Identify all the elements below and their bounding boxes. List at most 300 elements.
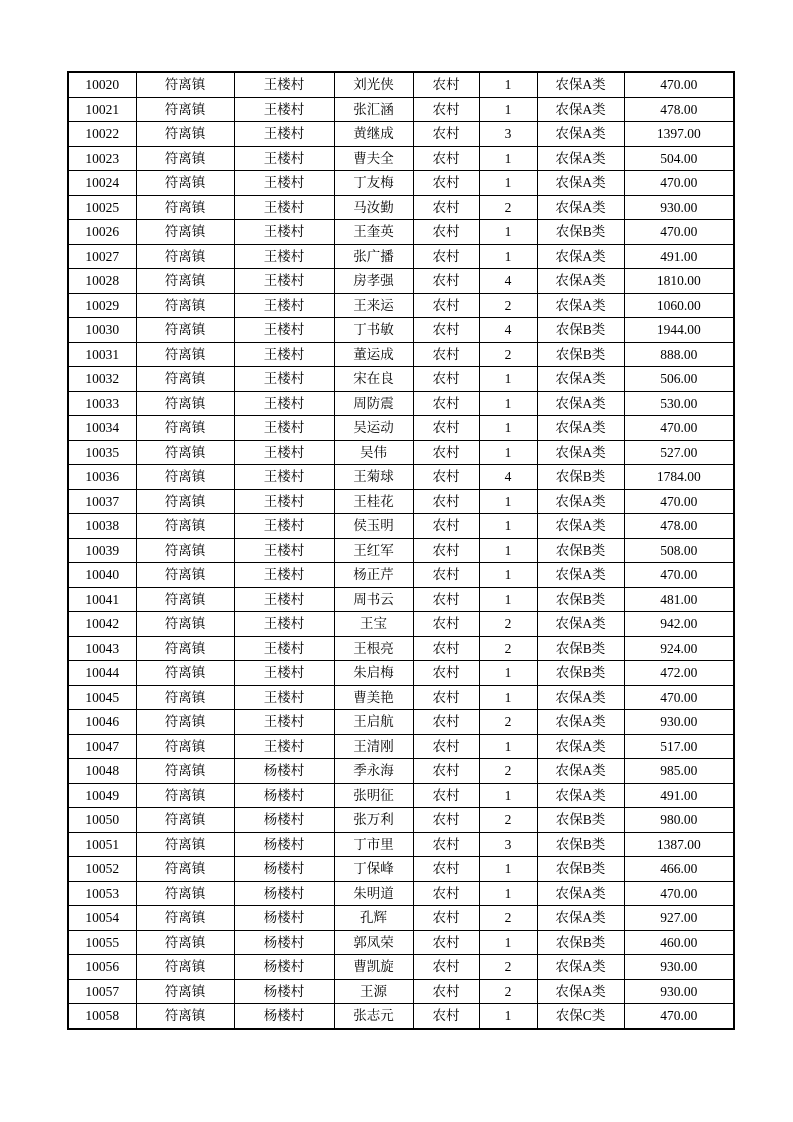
table-cell-village: 王楼村 [234, 269, 334, 294]
table-cell-amount: 470.00 [624, 685, 734, 710]
table-cell-insurance-category: 农保A类 [537, 367, 624, 392]
table-cell-person-count: 1 [479, 881, 537, 906]
table-cell-record-id: 10028 [68, 269, 136, 294]
table-row [68, 122, 734, 147]
table-cell-person-count: 2 [479, 342, 537, 367]
table-cell-amount: 478.00 [624, 514, 734, 539]
table-row [68, 440, 734, 465]
table-row [68, 587, 734, 612]
table-cell-person-name: 曹夫全 [334, 146, 413, 171]
table-cell-residence-type: 农村 [413, 710, 479, 735]
table-cell-record-id: 10021 [68, 97, 136, 122]
table-cell-residence-type: 农村 [413, 685, 479, 710]
table-cell-village: 杨楼村 [234, 906, 334, 931]
table-cell-person-count: 1 [479, 587, 537, 612]
table-cell-person-name: 杨正芹 [334, 563, 413, 588]
table-cell-record-id: 10031 [68, 342, 136, 367]
table-cell-person-count: 1 [479, 930, 537, 955]
table-cell-residence-type: 农村 [413, 97, 479, 122]
table-row [68, 538, 734, 563]
table-row [68, 146, 734, 171]
table-cell-person-count: 1 [479, 367, 537, 392]
table-row [68, 955, 734, 980]
table-cell-record-id: 10042 [68, 612, 136, 637]
table-cell-town: 符离镇 [136, 318, 234, 343]
table-cell-village: 杨楼村 [234, 881, 334, 906]
table-cell-village: 王楼村 [234, 391, 334, 416]
table-cell-town: 符离镇 [136, 832, 234, 857]
table-cell-town: 符离镇 [136, 220, 234, 245]
table-cell-insurance-category: 农保A类 [537, 734, 624, 759]
table-cell-town: 符离镇 [136, 72, 234, 97]
table-row [68, 563, 734, 588]
table-cell-village: 王楼村 [234, 293, 334, 318]
table-cell-record-id: 10033 [68, 391, 136, 416]
table-cell-person-name: 王清刚 [334, 734, 413, 759]
subsidy-table [67, 71, 735, 1030]
table-cell-record-id: 10047 [68, 734, 136, 759]
table-cell-residence-type: 农村 [413, 661, 479, 686]
table-cell-insurance-category: 农保B类 [537, 857, 624, 882]
table-cell-village: 王楼村 [234, 587, 334, 612]
table-row [68, 1004, 734, 1029]
table-cell-village: 王楼村 [234, 146, 334, 171]
table-cell-insurance-category: 农保A类 [537, 710, 624, 735]
table-cell-amount: 470.00 [624, 72, 734, 97]
table-cell-town: 符离镇 [136, 342, 234, 367]
table-cell-amount: 470.00 [624, 1004, 734, 1029]
table-cell-residence-type: 农村 [413, 440, 479, 465]
table-cell-town: 符离镇 [136, 587, 234, 612]
table-cell-residence-type: 农村 [413, 318, 479, 343]
table-cell-village: 杨楼村 [234, 783, 334, 808]
table-cell-insurance-category: 农保B类 [537, 538, 624, 563]
table-cell-person-count: 1 [479, 563, 537, 588]
table-cell-person-count: 4 [479, 465, 537, 490]
table-row [68, 636, 734, 661]
table-row [68, 612, 734, 637]
table-cell-town: 符离镇 [136, 881, 234, 906]
table-cell-insurance-category: 农保A类 [537, 979, 624, 1004]
table-cell-person-name: 丁友梅 [334, 171, 413, 196]
table-cell-residence-type: 农村 [413, 979, 479, 1004]
table-cell-town: 符离镇 [136, 293, 234, 318]
table-cell-person-name: 郭凤荣 [334, 930, 413, 955]
table-row [68, 293, 734, 318]
table-cell-record-id: 10041 [68, 587, 136, 612]
table-cell-village: 杨楼村 [234, 808, 334, 833]
table-cell-amount: 470.00 [624, 220, 734, 245]
table-cell-record-id: 10036 [68, 465, 136, 490]
table-cell-person-name: 张志元 [334, 1004, 413, 1029]
table-cell-person-name: 黄继成 [334, 122, 413, 147]
table-cell-person-name: 马汝勤 [334, 195, 413, 220]
table-cell-record-id: 10020 [68, 72, 136, 97]
table-cell-residence-type: 农村 [413, 930, 479, 955]
table-cell-insurance-category: 农保A类 [537, 955, 624, 980]
table-cell-person-name: 王宝 [334, 612, 413, 637]
table-cell-town: 符离镇 [136, 563, 234, 588]
table-row [68, 930, 734, 955]
table-row [68, 710, 734, 735]
table-cell-residence-type: 农村 [413, 195, 479, 220]
table-cell-village: 王楼村 [234, 514, 334, 539]
table-cell-person-count: 3 [479, 832, 537, 857]
table-cell-village: 王楼村 [234, 171, 334, 196]
table-cell-town: 符离镇 [136, 514, 234, 539]
table-cell-record-id: 10032 [68, 367, 136, 392]
table-cell-residence-type: 农村 [413, 783, 479, 808]
table-cell-village: 王楼村 [234, 416, 334, 441]
table-cell-town: 符离镇 [136, 930, 234, 955]
table-cell-amount: 927.00 [624, 906, 734, 931]
table-cell-person-count: 1 [479, 734, 537, 759]
table-cell-residence-type: 农村 [413, 465, 479, 490]
table-cell-village: 王楼村 [234, 342, 334, 367]
table-cell-person-count: 1 [479, 440, 537, 465]
table-cell-insurance-category: 农保A类 [537, 881, 624, 906]
table-cell-amount: 478.00 [624, 97, 734, 122]
table-cell-insurance-category: 农保A类 [537, 612, 624, 637]
table-cell-insurance-category: 农保B类 [537, 587, 624, 612]
table-cell-village: 王楼村 [234, 636, 334, 661]
table-cell-residence-type: 农村 [413, 1004, 479, 1029]
table-cell-record-id: 10027 [68, 244, 136, 269]
table-cell-town: 符离镇 [136, 955, 234, 980]
table-cell-town: 符离镇 [136, 391, 234, 416]
table-row [68, 759, 734, 784]
table-cell-record-id: 10034 [68, 416, 136, 441]
table-cell-record-id: 10057 [68, 979, 136, 1004]
table-cell-amount: 930.00 [624, 955, 734, 980]
table-cell-insurance-category: 农保A类 [537, 685, 624, 710]
table-cell-record-id: 10024 [68, 171, 136, 196]
table-cell-residence-type: 农村 [413, 220, 479, 245]
table-cell-record-id: 10050 [68, 808, 136, 833]
table-cell-insurance-category: 农保A类 [537, 293, 624, 318]
table-row [68, 906, 734, 931]
table-row [68, 391, 734, 416]
table-cell-insurance-category: 农保C类 [537, 1004, 624, 1029]
table-cell-record-id: 10029 [68, 293, 136, 318]
table-cell-insurance-category: 农保B类 [537, 342, 624, 367]
table-cell-amount: 460.00 [624, 930, 734, 955]
table-cell-insurance-category: 农保A类 [537, 563, 624, 588]
table-cell-person-count: 2 [479, 955, 537, 980]
table-cell-town: 符离镇 [136, 661, 234, 686]
table-cell-person-count: 1 [479, 1004, 537, 1029]
table-cell-amount: 504.00 [624, 146, 734, 171]
table-cell-amount: 472.00 [624, 661, 734, 686]
table-row [68, 171, 734, 196]
table-cell-town: 符离镇 [136, 906, 234, 931]
table-cell-residence-type: 农村 [413, 489, 479, 514]
table-cell-town: 符离镇 [136, 146, 234, 171]
table-cell-town: 符离镇 [136, 783, 234, 808]
table-cell-town: 符离镇 [136, 612, 234, 637]
table-cell-village: 杨楼村 [234, 832, 334, 857]
table-cell-record-id: 10025 [68, 195, 136, 220]
table-cell-person-count: 1 [479, 72, 537, 97]
table-row [68, 857, 734, 882]
table-cell-village: 杨楼村 [234, 930, 334, 955]
table-cell-record-id: 10056 [68, 955, 136, 980]
table-cell-person-name: 王源 [334, 979, 413, 1004]
table-cell-town: 符离镇 [136, 367, 234, 392]
table-cell-residence-type: 农村 [413, 832, 479, 857]
table-cell-amount: 930.00 [624, 195, 734, 220]
table-cell-record-id: 10055 [68, 930, 136, 955]
table-cell-residence-type: 农村 [413, 808, 479, 833]
table-cell-person-count: 2 [479, 195, 537, 220]
table-cell-person-count: 1 [479, 416, 537, 441]
table-cell-amount: 1810.00 [624, 269, 734, 294]
table-cell-amount: 1397.00 [624, 122, 734, 147]
table-cell-amount: 1387.00 [624, 832, 734, 857]
table-cell-insurance-category: 农保B类 [537, 465, 624, 490]
table-cell-amount: 942.00 [624, 612, 734, 637]
table-cell-record-id: 10026 [68, 220, 136, 245]
table-cell-person-name: 丁市里 [334, 832, 413, 857]
table-cell-record-id: 10040 [68, 563, 136, 588]
table-cell-town: 符离镇 [136, 416, 234, 441]
table-cell-person-name: 曹美艳 [334, 685, 413, 710]
table-cell-residence-type: 农村 [413, 269, 479, 294]
table-cell-person-count: 2 [479, 710, 537, 735]
table-cell-record-id: 10030 [68, 318, 136, 343]
table-cell-person-name: 张明征 [334, 783, 413, 808]
table-cell-insurance-category: 农保B类 [537, 220, 624, 245]
table-cell-village: 王楼村 [234, 734, 334, 759]
table-cell-person-name: 朱启梅 [334, 661, 413, 686]
table-cell-record-id: 10039 [68, 538, 136, 563]
table-cell-village: 王楼村 [234, 538, 334, 563]
table-cell-record-id: 10053 [68, 881, 136, 906]
table-row [68, 661, 734, 686]
table-cell-residence-type: 农村 [413, 391, 479, 416]
table-cell-village: 王楼村 [234, 195, 334, 220]
table-cell-person-name: 吴运动 [334, 416, 413, 441]
table-row [68, 416, 734, 441]
table-row [68, 881, 734, 906]
table-cell-person-name: 张万利 [334, 808, 413, 833]
table-cell-person-name: 王启航 [334, 710, 413, 735]
table-cell-person-name: 吴伟 [334, 440, 413, 465]
table-cell-person-count: 1 [479, 857, 537, 882]
table-cell-record-id: 10043 [68, 636, 136, 661]
table-cell-record-id: 10051 [68, 832, 136, 857]
table-cell-town: 符离镇 [136, 489, 234, 514]
table-cell-amount: 470.00 [624, 416, 734, 441]
table-cell-residence-type: 农村 [413, 759, 479, 784]
table-cell-person-count: 1 [479, 514, 537, 539]
table-cell-amount: 491.00 [624, 783, 734, 808]
table-cell-insurance-category: 农保A类 [537, 97, 624, 122]
table-cell-amount: 930.00 [624, 979, 734, 1004]
table-cell-amount: 527.00 [624, 440, 734, 465]
table-cell-record-id: 10054 [68, 906, 136, 931]
table-row [68, 244, 734, 269]
table-row [68, 465, 734, 490]
table-cell-person-count: 1 [479, 391, 537, 416]
table-cell-person-count: 1 [479, 244, 537, 269]
table-cell-record-id: 10049 [68, 783, 136, 808]
table-cell-person-name: 周书云 [334, 587, 413, 612]
table-cell-person-count: 1 [479, 538, 537, 563]
table-cell-record-id: 10045 [68, 685, 136, 710]
table-cell-person-name: 张广播 [334, 244, 413, 269]
table-cell-person-name: 董运成 [334, 342, 413, 367]
table-cell-person-count: 1 [479, 783, 537, 808]
table-cell-town: 符离镇 [136, 636, 234, 661]
table-cell-residence-type: 农村 [413, 72, 479, 97]
table-cell-person-name: 丁书敏 [334, 318, 413, 343]
table-row [68, 808, 734, 833]
table-cell-person-count: 1 [479, 220, 537, 245]
table-row [68, 832, 734, 857]
table-cell-residence-type: 农村 [413, 563, 479, 588]
table-cell-village: 王楼村 [234, 367, 334, 392]
table-cell-insurance-category: 农保B类 [537, 318, 624, 343]
table-cell-town: 符离镇 [136, 97, 234, 122]
table-cell-insurance-category: 农保B类 [537, 636, 624, 661]
table-cell-person-name: 侯玉明 [334, 514, 413, 539]
table-cell-town: 符离镇 [136, 1004, 234, 1029]
subsidy-table-body [68, 72, 734, 1029]
table-cell-village: 王楼村 [234, 318, 334, 343]
table-row [68, 734, 734, 759]
table-row [68, 195, 734, 220]
table-cell-residence-type: 农村 [413, 612, 479, 637]
table-cell-amount: 470.00 [624, 489, 734, 514]
table-cell-residence-type: 农村 [413, 293, 479, 318]
table-cell-person-name: 丁保峰 [334, 857, 413, 882]
table-cell-village: 杨楼村 [234, 1004, 334, 1029]
table-cell-person-count: 3 [479, 122, 537, 147]
table-row [68, 979, 734, 1004]
table-cell-person-name: 张汇涵 [334, 97, 413, 122]
table-cell-town: 符离镇 [136, 857, 234, 882]
table-cell-residence-type: 农村 [413, 171, 479, 196]
table-cell-amount: 1944.00 [624, 318, 734, 343]
table-cell-residence-type: 农村 [413, 636, 479, 661]
table-cell-person-name: 王来运 [334, 293, 413, 318]
table-cell-insurance-category: 农保A类 [537, 391, 624, 416]
table-cell-record-id: 10044 [68, 661, 136, 686]
table-cell-residence-type: 农村 [413, 342, 479, 367]
table-cell-record-id: 10023 [68, 146, 136, 171]
table-row [68, 489, 734, 514]
table-cell-insurance-category: 农保A类 [537, 195, 624, 220]
table-cell-town: 符离镇 [136, 465, 234, 490]
table-row [68, 342, 734, 367]
table-cell-insurance-category: 农保A类 [537, 244, 624, 269]
table-cell-insurance-category: 农保A类 [537, 122, 624, 147]
table-cell-person-count: 2 [479, 906, 537, 931]
table-cell-amount: 481.00 [624, 587, 734, 612]
table-cell-insurance-category: 农保B类 [537, 661, 624, 686]
table-row [68, 269, 734, 294]
table-row [68, 220, 734, 245]
table-cell-amount: 1784.00 [624, 465, 734, 490]
table-cell-record-id: 10046 [68, 710, 136, 735]
table-cell-insurance-category: 农保A类 [537, 783, 624, 808]
table-cell-village: 杨楼村 [234, 955, 334, 980]
table-cell-village: 王楼村 [234, 440, 334, 465]
table-cell-person-name: 孔辉 [334, 906, 413, 931]
table-cell-person-count: 1 [479, 146, 537, 171]
table-cell-record-id: 10058 [68, 1004, 136, 1029]
table-cell-person-count: 1 [479, 661, 537, 686]
table-cell-person-count: 2 [479, 293, 537, 318]
table-cell-amount: 888.00 [624, 342, 734, 367]
table-cell-person-count: 2 [479, 612, 537, 637]
table-cell-town: 符离镇 [136, 979, 234, 1004]
table-cell-village: 杨楼村 [234, 979, 334, 1004]
table-cell-person-count: 2 [479, 759, 537, 784]
table-cell-person-name: 刘光侠 [334, 72, 413, 97]
table-cell-record-id: 10038 [68, 514, 136, 539]
table-cell-record-id: 10035 [68, 440, 136, 465]
table-cell-village: 王楼村 [234, 97, 334, 122]
table-cell-amount: 506.00 [624, 367, 734, 392]
table-cell-person-name: 王奎英 [334, 220, 413, 245]
table-cell-town: 符离镇 [136, 269, 234, 294]
table-cell-person-count: 1 [479, 489, 537, 514]
table-row [68, 514, 734, 539]
table-cell-insurance-category: 农保A类 [537, 759, 624, 784]
table-cell-residence-type: 农村 [413, 955, 479, 980]
table-cell-amount: 530.00 [624, 391, 734, 416]
table-cell-amount: 924.00 [624, 636, 734, 661]
table-cell-amount: 985.00 [624, 759, 734, 784]
table-cell-village: 王楼村 [234, 220, 334, 245]
table-cell-town: 符离镇 [136, 710, 234, 735]
table-cell-village: 王楼村 [234, 244, 334, 269]
table-cell-residence-type: 农村 [413, 881, 479, 906]
table-cell-town: 符离镇 [136, 122, 234, 147]
table-cell-insurance-category: 农保A类 [537, 489, 624, 514]
table-row [68, 685, 734, 710]
table-cell-person-name: 朱明道 [334, 881, 413, 906]
table-cell-amount: 470.00 [624, 563, 734, 588]
table-cell-insurance-category: 农保A类 [537, 514, 624, 539]
table-cell-person-name: 王菊球 [334, 465, 413, 490]
table-cell-insurance-category: 农保A类 [537, 269, 624, 294]
table-cell-village: 杨楼村 [234, 759, 334, 784]
table-cell-insurance-category: 农保A类 [537, 906, 624, 931]
table-cell-village: 杨楼村 [234, 857, 334, 882]
table-cell-amount: 1060.00 [624, 293, 734, 318]
table-cell-town: 符离镇 [136, 440, 234, 465]
table-cell-person-name: 房孝强 [334, 269, 413, 294]
table-cell-insurance-category: 农保A类 [537, 440, 624, 465]
table-cell-person-name: 周防震 [334, 391, 413, 416]
table-row [68, 783, 734, 808]
table-cell-amount: 508.00 [624, 538, 734, 563]
table-cell-town: 符离镇 [136, 685, 234, 710]
table-cell-village: 王楼村 [234, 122, 334, 147]
table-cell-residence-type: 农村 [413, 146, 479, 171]
table-row [68, 72, 734, 97]
table-cell-town: 符离镇 [136, 195, 234, 220]
table-cell-amount: 491.00 [624, 244, 734, 269]
table-cell-town: 符离镇 [136, 244, 234, 269]
table-cell-residence-type: 农村 [413, 244, 479, 269]
table-cell-record-id: 10037 [68, 489, 136, 514]
table-cell-record-id: 10048 [68, 759, 136, 784]
subsidy-table-container [67, 71, 735, 1030]
